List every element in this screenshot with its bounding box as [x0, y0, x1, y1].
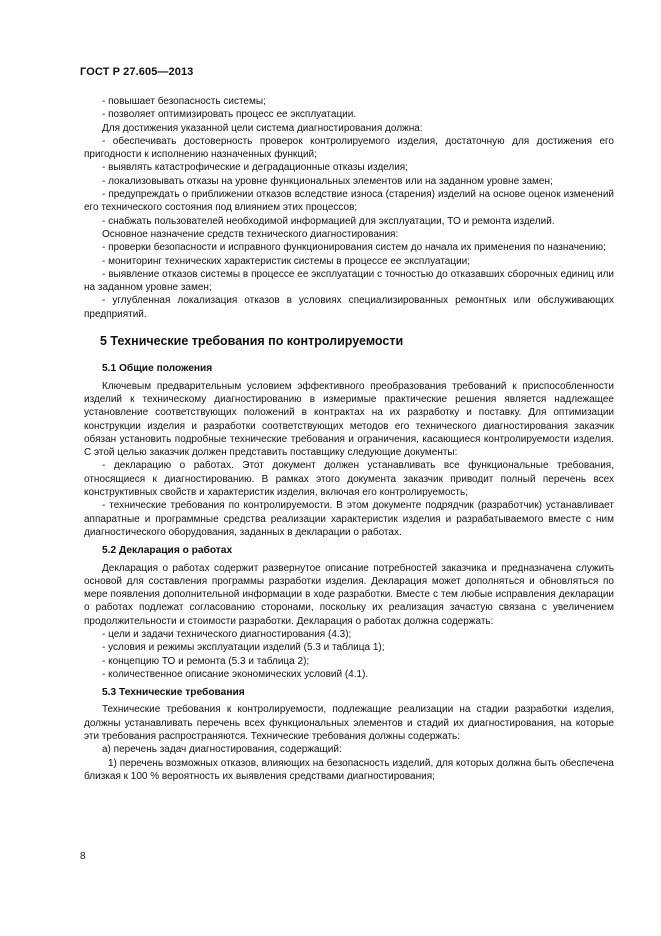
paragraph: Декларация о работах содержит развернутое описание потребностей заказчика и предназначена служить основой для составления программы разработки изделия. Декларация может дополняться и обновляться по мере появления дополнительной информации в ходе разработки. Вместе с тем любые исправления декларации о работах подлежат согласованию сторонами, поскольку их реализация зачастую связана с увеличением продолжительности и стоимости разработки. Декларация о работах должна содержать: — [84, 562, 614, 627]
section-heading: 5 Технические требования по контролируемости — [100, 334, 404, 349]
paragraph: - локализовывать отказы на уровне функциональных элементов или на заданном уровне замен; — [102, 175, 553, 187]
paragraph: - мониторинг технических характеристик системы в процессе ее эксплуатации; — [102, 255, 471, 267]
paragraph: - снабжать пользователей необходимой информацией для эксплуатации, ТО и ремонта изделий. — [102, 215, 555, 227]
paragraph: а) перечень задач диагностирования, содержащий: — [102, 744, 342, 756]
paragraph: 1) перечень возможных отказов, влияющих на безопасность изделий, для которых должна быть обеспечена близкая к 100 % вероятность их выявления средствами диагностирования; — [84, 757, 614, 782]
subsection-heading: 5.1 Общие положения — [102, 363, 213, 375]
subsection-heading: 5.2 Декларация о работах — [102, 545, 233, 557]
page-number: 8 — [80, 851, 86, 862]
subsection-heading: 5.3 Технические требования — [102, 687, 245, 699]
paragraph: - предупреждать о приближении отказов вследствие износа (старения) изделий на основе оценок изменений его технического состояния под влиянием этих процессов; — [84, 189, 614, 214]
paragraph: - технические требования по контролируемости. В этом документе подрядчик (разработчик) устанавливает аппаратные и программные средства реализации характеристик изделия и разрабатываемого вместе с ним диагностического оборудования, заданных в декларации о работах. — [84, 500, 614, 538]
paragraph: Основное назначение средств технического диагностирования: — [102, 228, 399, 240]
paragraph: Ключевым предварительным условием эффективного преобразования требований к приспособленности изделий к техническому диагностированию в измеримые практические решения является надлежащее установление соответствующих положений в контрактах на их разработку и поставку. Для оптимизации конструкции изделия и разработки соответствующих методов его технического диагностирования заказчик обязан установить подробные технические требования и ограничения, касающиеся контролируемости изделия. С этой целью заказчик должен представить поставщику следующие документы: — [84, 380, 614, 459]
paragraph: - повышает безопасность системы; — [102, 96, 266, 107]
paragraph: - количественное описание экономических условий (4.1). — [102, 668, 369, 680]
paragraph: - углубленная локализация отказов в условиях специализированных ремонтных или обслуживающих предприятий. — [84, 295, 614, 320]
paragraph: - обеспечивать достоверность проверок контролируемого изделия, достаточную для достижения его пригодности к исполнению назначенных функций; — [84, 135, 614, 161]
paragraph: - выявлять катастрофические и деградационные отказы изделия; — [102, 162, 409, 174]
paragraph: - выявление отказов системы в процессе ее эксплуатации с точностью до отказавших сборочных единиц или на заданном уровне замен; — [84, 268, 614, 294]
paragraph: Для достижения указанной цели система диагностирования должна: — [102, 122, 423, 134]
paragraph: - концепцию ТО и ремонта (5.3 и таблица 2); — [102, 655, 310, 667]
paragraph: - цели и задачи технического диагностирования (4.3); — [102, 628, 352, 640]
paragraph: - условия и режимы эксплуатации изделий (5.3 и таблица 1); — [102, 642, 385, 654]
paragraph: - проверки безопасности и исправного функционирования систем до начала их применения по назначению; — [102, 242, 606, 254]
document-body — [84, 95, 614, 783]
document-header: ГОСТ Р 27.605—2013 — [80, 66, 194, 78]
paragraph: - декларацию о работах. Этот документ должен устанавливать все функциональные требования, относящиеся к диагностированию. В рамках этого документа заказчик приводит полный перечень всех конструктивных свойств и характеристик изделия, включая его контролируемость; — [84, 460, 614, 499]
paragraph: - позволяет оптимизировать процесс ее эксплуатации. — [102, 109, 357, 121]
paragraph: Технические требования к контролируемости, подлежащие реализации на стадии разработки изделия, должны устанавливать перечень всех функциональных элементов и стадий их диагностирования, на которые эти требования распространяются. Технические требования должны содержать: — [84, 704, 614, 743]
